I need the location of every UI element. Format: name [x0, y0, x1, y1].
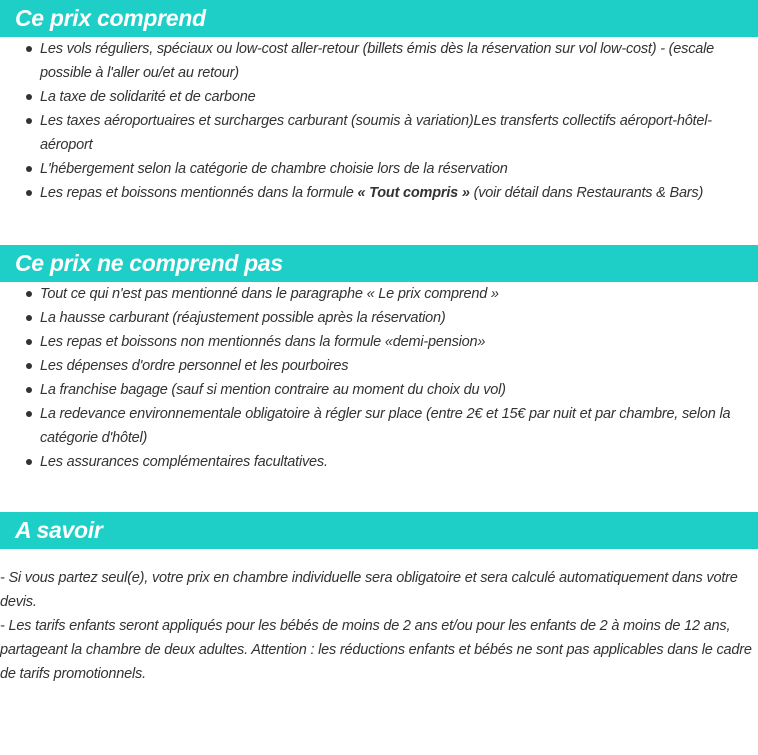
excluded-list: [0, 282, 758, 474]
section-title-savoir: A savoir: [15, 517, 103, 543]
section-title-included: Ce prix comprend: [15, 5, 206, 31]
list-item: La franchise bagage (sauf si mention contraire au moment du choix du vol): [0, 378, 758, 402]
meals-prefix: Les repas et boissons mentionnés dans la formule: [40, 185, 358, 201]
list-item: Les repas et boissons non mentionnés dans la formule «demi-pension»: [0, 330, 758, 354]
section-header-included: [0, 0, 758, 37]
list-item: Tout ce qui n'est pas mentionné dans le paragraphe « Le prix comprend »: [0, 282, 758, 306]
section-header-excluded: [0, 245, 758, 282]
list-item: La redevance environnementale obligatoire à régler sur place (entre 2€ et 15€ par nuit et par chambre, selon la catégorie d'hôtel): [0, 402, 758, 450]
included-list: [0, 37, 758, 205]
list-item: La hausse carburant (réajustement possible après la réservation): [0, 306, 758, 330]
list-item: L'hébergement selon la catégorie de chambre choisie lors de la réservation: [0, 157, 758, 181]
list-item-meals: [0, 181, 758, 205]
list-item: Les assurances complémentaires facultatives.: [0, 450, 758, 474]
savoir-paragraph: - Les tarifs enfants seront appliqués pour les bébés de moins de 2 ans et/ou pour les enfants de 2 à moins de 12 ans, partageant la chambre de deux adultes. Attention : les réductions enfants et bébés ne sont pas applicables dans le cadre de tarifs promotionnels.: [0, 618, 752, 682]
list-item: Les taxes aéroportuaires et surcharges carburant (soumis à variation)Les transferts collectifs aéroport-hôtel-aéroport: [0, 109, 758, 157]
meals-suffix: (voir détail dans Restaurants & Bars): [469, 185, 704, 201]
list-item: Les dépenses d'ordre personnel et les pourboires: [0, 354, 758, 378]
section-title-excluded: Ce prix ne comprend pas: [15, 250, 283, 276]
formula-highlight: « Tout compris »: [357, 185, 470, 201]
list-item: La taxe de solidarité et de carbone: [0, 85, 758, 109]
savoir-body: [0, 549, 758, 686]
spacer: [0, 205, 758, 245]
list-item: Les vols réguliers, spéciaux ou low-cost aller-retour (billets émis dès la réservation sur vol low-cost) - (escale possible à l'aller ou/et au retour): [0, 37, 758, 85]
section-header-savoir: [0, 512, 758, 549]
savoir-paragraph: - Si vous partez seul(e), votre prix en chambre individuelle sera obligatoire et sera calculé automatiquement dans votre devis.: [0, 570, 738, 610]
spacer: [0, 474, 758, 512]
